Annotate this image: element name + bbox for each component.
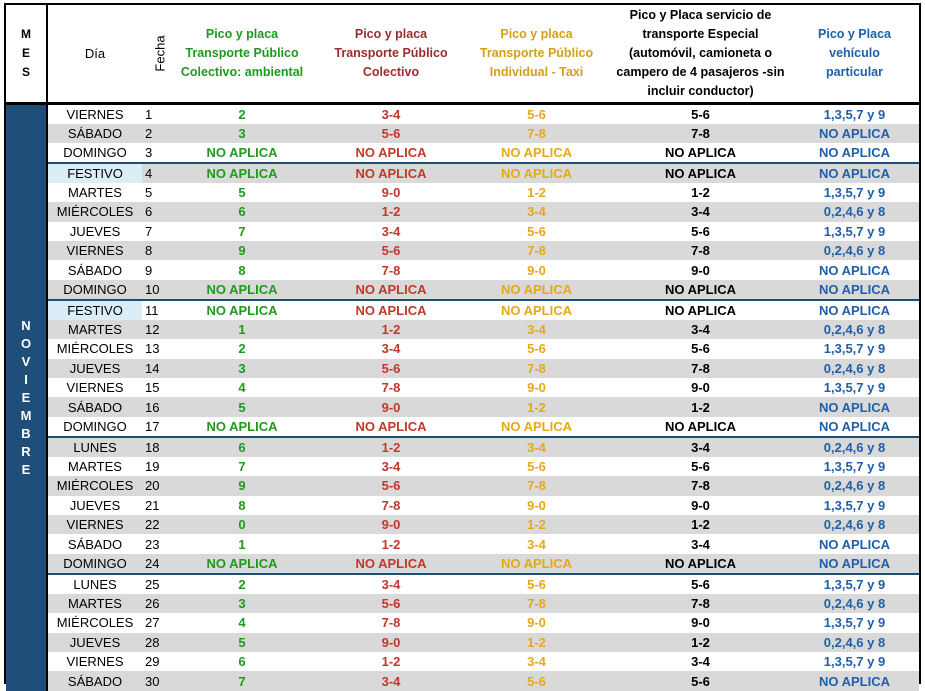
particular-cell: 1,3,5,7 y 9	[823, 185, 886, 201]
colectivo-cell: 3-4	[381, 106, 401, 122]
especial-cell: 9-0	[691, 380, 710, 396]
month-letter: N	[21, 317, 31, 333]
ambiental-cell: 7	[164, 671, 320, 690]
taxi-cell: 3-4	[462, 320, 611, 339]
table-row	[6, 574, 919, 594]
especial-cell: 3-4	[611, 437, 790, 457]
particular-cell: NO APLICA	[790, 671, 919, 690]
table-row	[6, 320, 919, 339]
especial-cell: 5-6	[611, 574, 790, 594]
date-cell: 23	[145, 536, 160, 552]
ambiental-cell: 7	[238, 223, 246, 239]
colectivo-cell: 7-8	[381, 497, 401, 513]
table-row	[6, 534, 919, 553]
ambiental-cell: 0	[164, 515, 320, 534]
header-line: Pico y Placa vehículo	[818, 26, 891, 60]
table-row	[6, 397, 919, 416]
taxi-cell: 1-2	[527, 185, 546, 201]
colectivo-cell: 5-6	[320, 359, 462, 378]
day-cell: MIÉRCOLES	[56, 615, 134, 631]
date-cell: 20	[142, 476, 164, 495]
day-cell: MIÉRCOLES	[47, 202, 142, 221]
colectivo-cell: 1-2	[320, 320, 462, 339]
colectivo-cell: 3-4	[381, 458, 401, 474]
taxi-cell: NO APLICA	[462, 300, 611, 320]
particular-cell: 0,2,4,6 y 8	[790, 515, 919, 534]
colectivo-cell: 7-8	[381, 615, 401, 631]
ambiental-cell: 5	[164, 397, 320, 416]
day-cell: VIERNES	[47, 515, 142, 534]
header-colectivo	[320, 5, 462, 103]
header-line: Transporte Público	[334, 45, 448, 60]
ambiental-cell: 8	[238, 262, 246, 278]
day-cell: MIÉRCOLES	[56, 341, 134, 357]
table-header-row	[6, 5, 919, 103]
particular-cell: 1,3,5,7 y 9	[823, 380, 886, 396]
date-cell: 16	[142, 397, 164, 416]
header-line: Pico y placa	[354, 26, 428, 41]
particular-cell: 0,2,4,6 y 8	[790, 437, 919, 457]
particular-cell: NO APLICA	[790, 124, 919, 143]
table-row	[6, 163, 919, 183]
ambiental-cell: NO APLICA	[164, 554, 320, 574]
day-cell: FESTIVO	[47, 163, 142, 183]
taxi-cell: 3-4	[527, 536, 546, 552]
month-letter: R	[21, 443, 31, 459]
day-cell: SÁBADO	[47, 397, 142, 416]
table-row	[6, 103, 919, 124]
ambiental-cell: 3	[164, 594, 320, 613]
day-cell: MIÉRCOLES	[47, 476, 142, 495]
especial-cell: NO APLICA	[611, 300, 790, 320]
ambiental-cell: 2	[238, 341, 246, 357]
especial-cell: 5-6	[691, 223, 710, 239]
day-cell: VIERNES	[66, 380, 124, 396]
table-row	[6, 417, 919, 437]
header-line: Colectivo	[362, 64, 420, 79]
colectivo-cell: 1-2	[320, 202, 462, 221]
colectivo-cell: 9-0	[320, 397, 462, 416]
taxi-cell: 5-6	[527, 106, 546, 122]
date-cell: 25	[142, 574, 164, 594]
header-ambiental	[164, 5, 320, 103]
colectivo-cell: 9-0	[320, 515, 462, 534]
header-line: transporte Especial	[642, 26, 759, 41]
especial-cell: 9-0	[691, 497, 710, 513]
particular-cell: 0,2,4,6 y 8	[790, 202, 919, 221]
date-cell: 22	[142, 515, 164, 534]
day-cell: SÁBADO	[47, 124, 142, 143]
taxi-cell: 9-0	[527, 615, 546, 631]
particular-cell: 0,2,4,6 y 8	[790, 594, 919, 613]
table-row	[6, 457, 919, 476]
table-row	[6, 554, 919, 574]
header-line: Transporte Público	[479, 45, 594, 60]
colectivo-cell: 9-0	[381, 185, 401, 201]
date-cell: 13	[145, 341, 160, 357]
especial-cell: 3-4	[691, 654, 710, 670]
especial-cell: 7-8	[611, 476, 790, 495]
header-line: Individual - Taxi	[489, 64, 584, 79]
taxi-cell: 5-6	[462, 671, 611, 690]
date-cell: 4	[142, 163, 164, 183]
colectivo-cell: NO APLICA	[320, 554, 462, 574]
date-cell: 8	[142, 241, 164, 260]
ambiental-cell: 1	[238, 536, 246, 552]
header-mes-letter: M	[21, 26, 31, 41]
particular-cell: 0,2,4,6 y 8	[790, 476, 919, 495]
particular-cell: 0,2,4,6 y 8	[790, 359, 919, 378]
day-cell: DOMINGO	[47, 554, 142, 574]
table-row	[6, 339, 919, 358]
ambiental-cell: 4	[238, 615, 246, 631]
especial-cell: 7-8	[611, 124, 790, 143]
header-fecha-label: Fecha	[152, 35, 168, 72]
day-cell: LUNES	[47, 574, 142, 594]
ambiental-cell: NO APLICA	[206, 144, 278, 160]
month-letter: E	[21, 389, 31, 405]
colectivo-cell: 1-2	[381, 654, 401, 670]
ambiental-cell: 5	[238, 185, 246, 201]
table-row	[6, 280, 919, 300]
particular-cell: 1,3,5,7 y 9	[823, 458, 886, 474]
header-line: particular	[826, 64, 883, 79]
date-cell: 11	[142, 300, 164, 320]
colectivo-cell: 3-4	[381, 341, 401, 357]
especial-cell: NO APLICA	[611, 163, 790, 183]
colectivo-cell: 7-8	[381, 380, 401, 396]
pico-y-placa-table-container	[4, 3, 921, 689]
taxi-cell: 5-6	[527, 341, 546, 357]
especial-cell: NO APLICA	[664, 418, 737, 434]
ambiental-cell: 6	[238, 654, 246, 670]
date-cell: 14	[142, 359, 164, 378]
ambiental-cell: 6	[164, 437, 320, 457]
taxi-cell: NO APLICA	[500, 144, 573, 160]
taxi-cell: 5-6	[527, 458, 546, 474]
date-cell: 24	[142, 554, 164, 574]
taxi-cell: 1-2	[462, 515, 611, 534]
pico-y-placa-table	[6, 5, 919, 691]
taxi-cell: 7-8	[462, 241, 611, 260]
table-row	[6, 613, 919, 632]
table-row	[6, 183, 919, 202]
header-line: Colectivo: ambiental	[180, 64, 304, 79]
header-mes	[6, 5, 47, 103]
table-row	[6, 124, 919, 143]
colectivo-cell: NO APLICA	[320, 163, 462, 183]
ambiental-cell: 3	[164, 124, 320, 143]
ambiental-cell: 4	[238, 380, 246, 396]
day-cell: VIERNES	[47, 241, 142, 260]
header-dia: Día	[47, 5, 142, 103]
day-cell: MARTES	[47, 320, 142, 339]
table-body	[6, 103, 919, 691]
colectivo-cell: NO APLICA	[355, 418, 427, 434]
ambiental-cell: NO APLICA	[164, 163, 320, 183]
particular-cell: NO APLICA	[818, 144, 891, 160]
particular-cell: NO APLICA	[818, 262, 891, 278]
especial-cell: NO APLICA	[664, 144, 737, 160]
table-row	[6, 652, 919, 671]
header-mes-letter: S	[21, 64, 30, 79]
month-letter: I	[24, 371, 28, 387]
colectivo-cell: 5-6	[320, 594, 462, 613]
colectivo-cell: 1-2	[320, 437, 462, 457]
ambiental-cell: 9	[164, 241, 320, 260]
day-cell: DOMINGO	[47, 280, 142, 300]
colectivo-cell: 5-6	[320, 241, 462, 260]
colectivo-cell: 3-4	[381, 223, 401, 239]
date-cell: 7	[145, 223, 153, 239]
colectivo-cell: 9-0	[320, 633, 462, 652]
header-taxi	[462, 5, 611, 103]
ambiental-cell: 2	[238, 106, 246, 122]
particular-cell: 0,2,4,6 y 8	[790, 633, 919, 652]
table-row	[6, 594, 919, 613]
date-cell: 30	[142, 671, 164, 690]
particular-cell: NO APLICA	[790, 300, 919, 320]
colectivo-cell: 5-6	[320, 124, 462, 143]
ambiental-cell: NO APLICA	[164, 300, 320, 320]
especial-cell: 9-0	[691, 262, 710, 278]
day-cell: MARTES	[47, 594, 142, 613]
day-cell: JUEVES	[69, 223, 121, 239]
especial-cell: 3-4	[691, 536, 710, 552]
particular-cell: 1,3,5,7 y 9	[823, 654, 886, 670]
especial-cell: 1-2	[611, 397, 790, 416]
header-mes-letter: E	[21, 45, 30, 60]
date-cell: 1	[145, 106, 153, 122]
colectivo-cell: NO APLICA	[320, 280, 462, 300]
table-row	[6, 241, 919, 260]
date-cell: 26	[142, 594, 164, 613]
taxi-cell: 3-4	[527, 654, 546, 670]
day-cell: JUEVES	[47, 359, 142, 378]
header-line: (automóvil, camioneta o	[628, 45, 773, 60]
taxi-cell: 1-2	[462, 633, 611, 652]
header-line: Pico y Placa servicio de	[629, 7, 772, 22]
colectivo-cell: 5-6	[320, 476, 462, 495]
date-cell: 21	[145, 497, 160, 513]
colectivo-cell: 3-4	[320, 671, 462, 690]
particular-cell: NO APLICA	[818, 418, 891, 434]
header-line: campero de 4 pasajeros -sin	[616, 64, 785, 79]
particular-cell: NO APLICA	[790, 397, 919, 416]
header-especial	[611, 5, 790, 103]
date-cell: 3	[145, 144, 153, 160]
colectivo-cell: NO APLICA	[320, 300, 462, 320]
date-cell: 6	[142, 202, 164, 221]
ambiental-cell: 5	[164, 633, 320, 652]
especial-cell: 7-8	[611, 241, 790, 260]
taxi-cell: 9-0	[527, 262, 546, 278]
day-cell: FESTIVO	[47, 300, 142, 320]
table-row	[6, 260, 919, 279]
especial-cell: 5-6	[691, 106, 710, 122]
particular-cell: NO APLICA	[790, 163, 919, 183]
especial-cell: 5-6	[691, 341, 710, 357]
header-line: Pico y placa	[500, 26, 573, 41]
table-row	[6, 359, 919, 378]
especial-cell: 3-4	[611, 202, 790, 221]
day-cell: SÁBADO	[67, 536, 123, 552]
ambiental-cell: 2	[164, 574, 320, 594]
day-cell: LUNES	[47, 437, 142, 457]
date-cell: 18	[142, 437, 164, 457]
especial-cell: 7-8	[611, 359, 790, 378]
taxi-cell: 3-4	[462, 437, 611, 457]
particular-cell: NO APLICA	[790, 280, 919, 300]
taxi-cell: NO APLICA	[462, 163, 611, 183]
table-row	[6, 515, 919, 534]
taxi-cell: NO APLICA	[500, 418, 573, 434]
particular-cell: 0,2,4,6 y 8	[790, 241, 919, 260]
especial-cell: NO APLICA	[611, 280, 790, 300]
table-row	[6, 476, 919, 495]
day-cell: VIERNES	[66, 654, 124, 670]
especial-cell: 9-0	[691, 615, 710, 631]
table-row	[6, 300, 919, 320]
month-letter: V	[21, 353, 31, 369]
table-row	[6, 633, 919, 652]
ambiental-cell: 7	[238, 458, 246, 474]
date-cell: 12	[142, 320, 164, 339]
date-cell: 10	[142, 280, 164, 300]
header-line: incluir conductor)	[647, 83, 754, 98]
date-cell: 29	[145, 654, 160, 670]
colectivo-cell: 3-4	[320, 574, 462, 594]
particular-cell: NO APLICA	[790, 554, 919, 574]
taxi-cell: 9-0	[527, 497, 546, 513]
date-cell: 15	[145, 380, 160, 396]
taxi-cell: NO APLICA	[462, 280, 611, 300]
month-band	[6, 103, 47, 691]
taxi-cell: NO APLICA	[462, 554, 611, 574]
taxi-cell: 1-2	[462, 397, 611, 416]
month-letter: E	[21, 461, 31, 477]
particular-cell: 1,3,5,7 y 9	[823, 106, 886, 122]
date-cell: 17	[145, 418, 160, 434]
taxi-cell: 5-6	[462, 574, 611, 594]
particular-cell: 1,3,5,7 y 9	[823, 615, 886, 631]
taxi-cell: 7-8	[462, 359, 611, 378]
day-cell: DOMINGO	[63, 418, 127, 434]
taxi-cell: 5-6	[527, 223, 546, 239]
particular-cell: 1,3,5,7 y 9	[790, 574, 919, 594]
ambiental-cell: NO APLICA	[164, 280, 320, 300]
ambiental-cell: 3	[164, 359, 320, 378]
especial-cell: 1-2	[611, 515, 790, 534]
date-cell: 5	[145, 185, 153, 201]
day-cell: VIERNES	[66, 106, 124, 122]
table-row	[6, 437, 919, 457]
especial-cell: 1-2	[691, 185, 710, 201]
especial-cell: NO APLICA	[611, 554, 790, 574]
table-row	[6, 143, 919, 163]
day-cell: SÁBADO	[67, 262, 123, 278]
especial-cell: 3-4	[611, 320, 790, 339]
date-cell: 19	[145, 458, 160, 474]
especial-cell: 5-6	[691, 458, 710, 474]
table-row	[6, 496, 919, 515]
taxi-cell: 7-8	[462, 124, 611, 143]
date-cell: 28	[142, 633, 164, 652]
day-cell: JUEVES	[69, 497, 121, 513]
month-letter: B	[21, 425, 31, 441]
taxi-cell: 3-4	[462, 202, 611, 221]
especial-cell: 7-8	[611, 594, 790, 613]
day-cell: DOMINGO	[63, 144, 127, 160]
date-cell: 2	[142, 124, 164, 143]
date-cell: 27	[145, 615, 160, 631]
especial-cell: 5-6	[611, 671, 790, 690]
particular-cell: 0,2,4,6 y 8	[790, 320, 919, 339]
day-cell: MARTES	[68, 458, 122, 474]
header-line: Pico y placa	[205, 26, 279, 41]
particular-cell: 1,3,5,7 y 9	[823, 223, 886, 239]
month-letter: O	[20, 335, 32, 351]
day-cell: MARTES	[68, 185, 122, 201]
particular-cell: 1,3,5,7 y 9	[823, 341, 886, 357]
ambiental-cell: 8	[238, 497, 246, 513]
taxi-cell: 7-8	[462, 594, 611, 613]
day-cell: JUEVES	[47, 633, 142, 652]
colectivo-cell: 7-8	[381, 262, 401, 278]
table-row	[6, 378, 919, 397]
date-cell: 9	[145, 262, 153, 278]
taxi-cell: 7-8	[462, 476, 611, 495]
table-row	[6, 202, 919, 221]
header-line: Transporte Público	[185, 45, 299, 60]
ambiental-cell: 6	[164, 202, 320, 221]
table-row	[6, 222, 919, 241]
especial-cell: 1-2	[611, 633, 790, 652]
header-fecha	[142, 5, 168, 103]
ambiental-cell: 1	[164, 320, 320, 339]
day-cell: SÁBADO	[47, 671, 142, 690]
month-letters	[6, 317, 46, 479]
colectivo-cell: 1-2	[381, 536, 401, 552]
particular-cell: 1,3,5,7 y 9	[823, 497, 886, 513]
taxi-cell: 9-0	[527, 380, 546, 396]
colectivo-cell: NO APLICA	[355, 144, 427, 160]
ambiental-cell: NO APLICA	[206, 418, 278, 434]
particular-cell: NO APLICA	[818, 536, 891, 552]
ambiental-cell: 9	[164, 476, 320, 495]
month-letter: M	[20, 407, 32, 423]
header-particular	[790, 5, 919, 103]
